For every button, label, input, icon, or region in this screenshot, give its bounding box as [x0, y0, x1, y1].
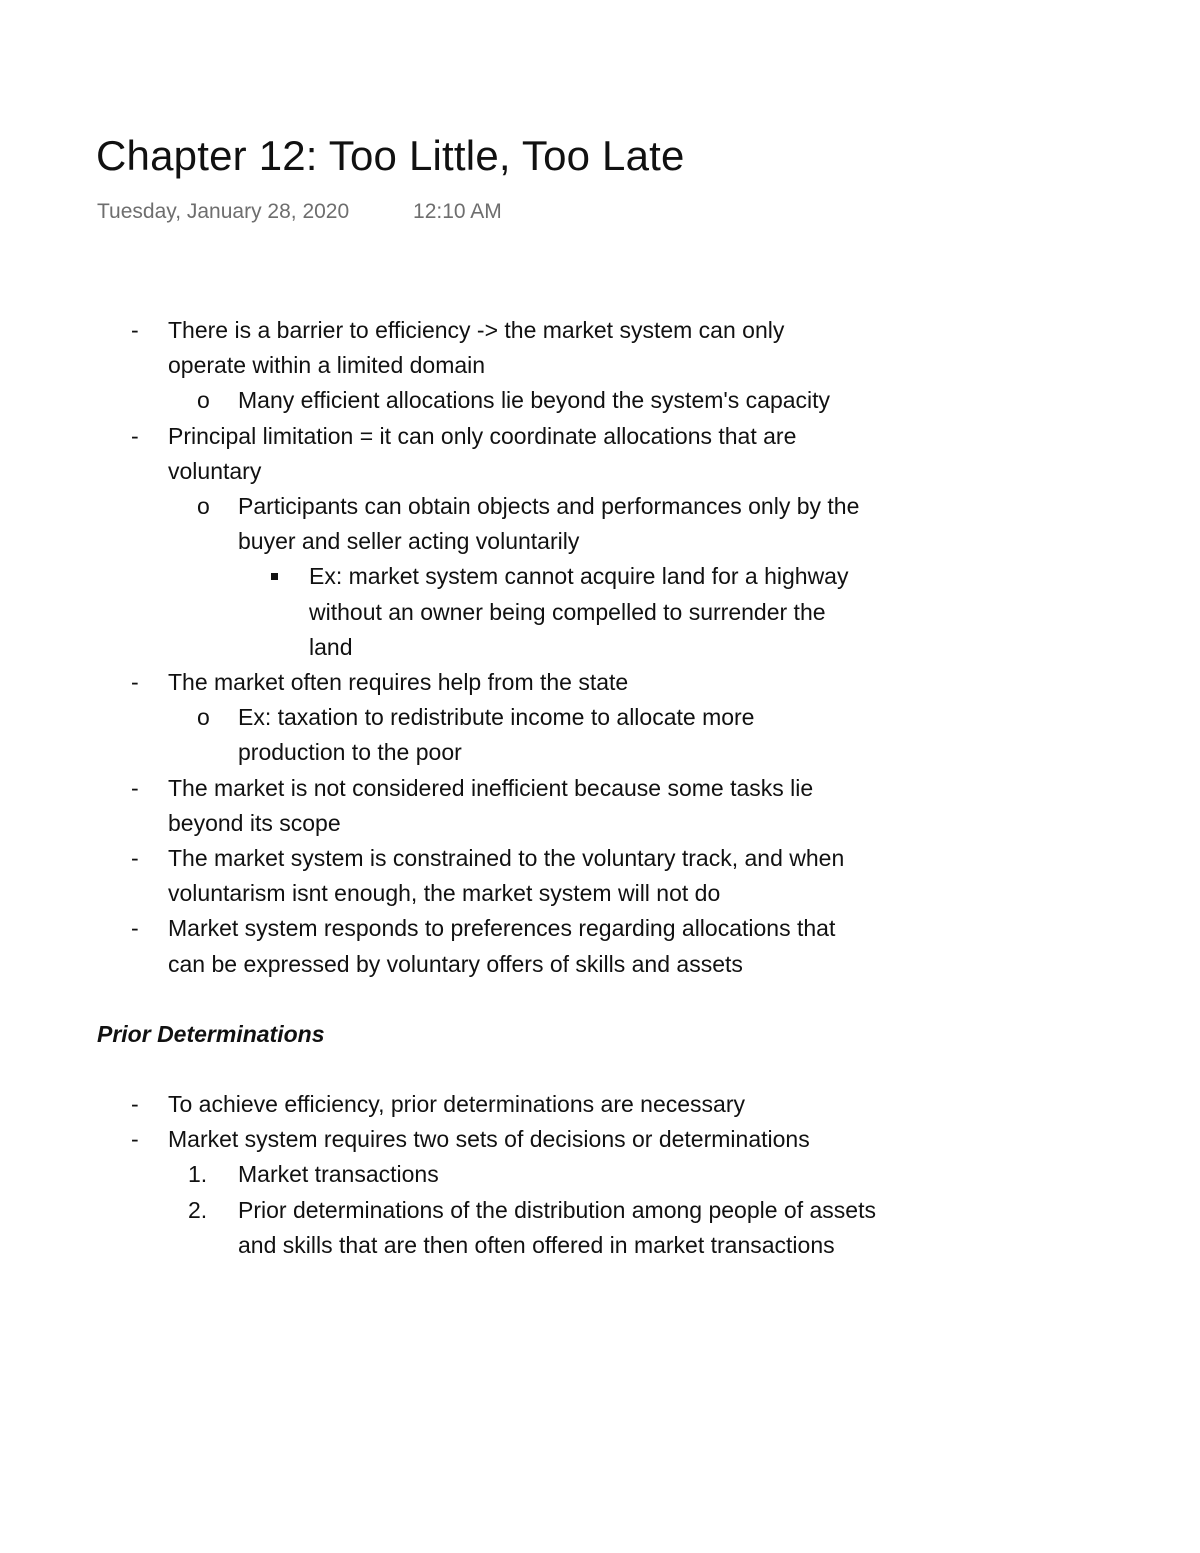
- list-item-text: Prior determinations of the distribution among people of assets and skills that are then often offered in market transactions: [238, 1196, 876, 1258]
- note-body: [0, 313, 1200, 1263]
- list-item: [197, 700, 868, 770]
- list-item-text: Market transactions: [238, 1161, 439, 1188]
- dash-bullet-icon: -: [131, 774, 139, 801]
- list-item-text: Ex: market system cannot acquire land for a highway without an owner being compelled to surrender the land: [309, 563, 849, 660]
- list-item-text: Market system responds to preferences regarding allocations that can be expressed by voluntary offers of skills and assets: [168, 915, 836, 977]
- page-title: Chapter 12: Too Little, Too Late: [96, 132, 685, 179]
- list-number: 2.: [188, 1196, 208, 1223]
- list-item: [188, 1157, 878, 1192]
- list-item: [131, 665, 868, 700]
- list-item: [131, 313, 868, 383]
- list-item-text: Many efficient allocations lie beyond the system's capacity: [238, 387, 831, 414]
- square-bullet-icon: [271, 559, 278, 594]
- list-item: [197, 489, 868, 559]
- list-item-text: There is a barrier to efficiency -> the market system can only operate within a limited domain: [168, 317, 785, 379]
- bullet-list-main: [0, 313, 1200, 982]
- list-item-text: Principal limitation = it can only coordinate allocations that are voluntary: [168, 422, 797, 484]
- list-item: [131, 771, 868, 841]
- circle-bullet-icon: o: [197, 704, 210, 731]
- note-date: Tuesday, January 28, 2020: [97, 200, 350, 223]
- circle-bullet-icon: o: [197, 387, 210, 414]
- dash-bullet-icon: -: [131, 1126, 139, 1153]
- list-item-text: The market system is constrained to the voluntary track, and when voluntarism isnt enough, the market system will not do: [168, 845, 845, 907]
- bullet-list-prior-determinations: [0, 1087, 1200, 1263]
- dash-bullet-icon: -: [131, 317, 139, 343]
- circle-bullet-icon: o: [197, 493, 210, 520]
- list-item: [131, 419, 868, 489]
- section-heading: Prior Determinations: [97, 1020, 325, 1047]
- dash-bullet-icon: -: [131, 915, 139, 942]
- list-number: 1.: [188, 1161, 208, 1188]
- list-item: [309, 559, 869, 665]
- list-item: [188, 1193, 878, 1263]
- list-item: [131, 1122, 868, 1157]
- dash-bullet-icon: -: [131, 669, 139, 696]
- list-item-text: To achieve efficiency, prior determinations are necessary: [168, 1091, 745, 1118]
- square-bullet-icon: [271, 573, 278, 580]
- list-item-text: Market system requires two sets of decisions or determinations: [168, 1126, 810, 1153]
- list-item-text: The market often requires help from the state: [168, 669, 629, 696]
- list-item-text: Participants can obtain objects and performances only by the buyer and seller acting voluntarily: [238, 493, 860, 555]
- dash-bullet-icon: -: [131, 422, 139, 449]
- note-time: 12:10 AM: [413, 200, 502, 223]
- page-timestamp: [97, 200, 502, 224]
- list-item-text: The market is not considered inefficient because some tasks lie beyond its scope: [168, 774, 814, 836]
- list-item-text: Ex: taxation to redistribute income to allocate more production to the poor: [238, 704, 755, 766]
- dash-bullet-icon: -: [131, 845, 139, 872]
- list-item: [131, 1087, 868, 1122]
- list-item: [131, 841, 868, 911]
- list-item: [131, 911, 868, 981]
- list-item: [197, 383, 868, 418]
- dash-bullet-icon: -: [131, 1091, 139, 1118]
